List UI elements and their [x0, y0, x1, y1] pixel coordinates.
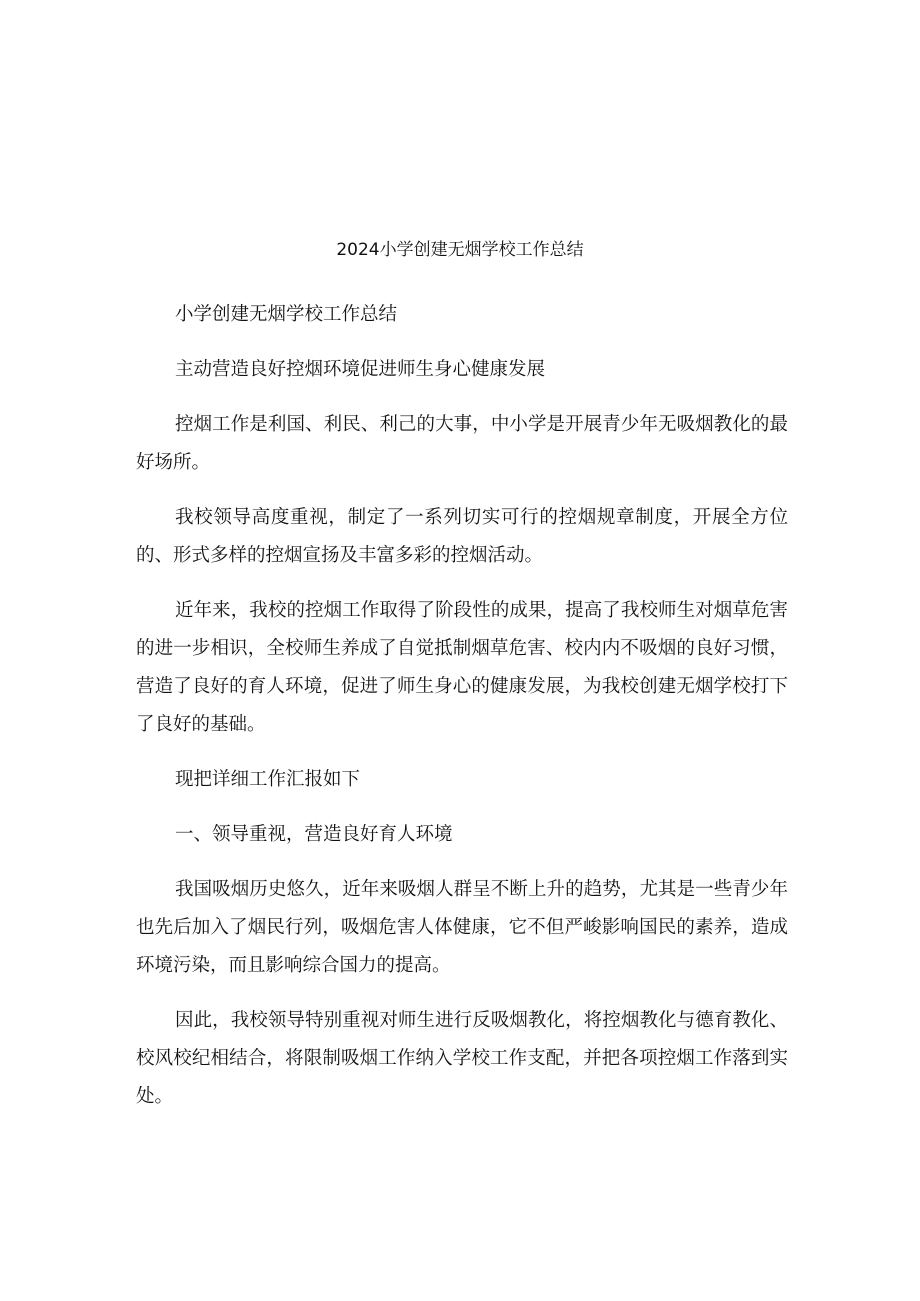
paragraph-measures: 因此，我校领导特别重视对师生进行反吸烟教化，将控烟教化与德育教化、校风校纪相结合，将限制吸烟工作纳入学校工作支配，并把各项控烟工作落到实处。 — [136, 1010, 788, 1107]
paragraph-intro: 控烟工作是利国、利民、利己的大事，中小学是开展青少年无吸烟教化的最好场所。 — [136, 414, 788, 473]
paragraph-leadership: 我校领导高度重视，制定了一系列切实可行的控烟规章制度，开展全方位的、形式多样的控烟宣扬及丰富多彩的控烟活动。 — [136, 507, 788, 566]
document-title: 2024小学创建无烟学校工作总结 — [336, 240, 584, 260]
paragraph-subtitle: 小学创建无烟学校工作总结 — [175, 304, 398, 325]
paragraph-report-lead: 现把详细工作汇报如下 — [175, 769, 361, 790]
paragraph-background: 我国吸烟历史悠久，近年来吸烟人群呈不断上升的趋势，尤其是一些青少年也先后加入了烟民行列，吸烟危害人体健康，它不但严峻影响国民的素养，造成环境污染，而且影响综合国力的提高。 — [136, 879, 788, 976]
document-body — [136, 296, 788, 1133]
paragraph-theme: 主动营造良好控烟环境促进师生身心健康发展 — [175, 359, 546, 380]
paragraph-results: 近年来，我校的控烟工作取得了阶段性的成果，提高了我校师生对烟草危害的进一步相识，全校师生养成了自觉抵制烟草危害、校内内不吸烟的良好习惯，营造了良好的育人环境，促进了师生身心的健康发展，为我校创建无烟学校打下了良好的基础。 — [136, 600, 788, 735]
section-heading-1: 一、领导重视，营造良好育人环境 — [175, 824, 453, 845]
